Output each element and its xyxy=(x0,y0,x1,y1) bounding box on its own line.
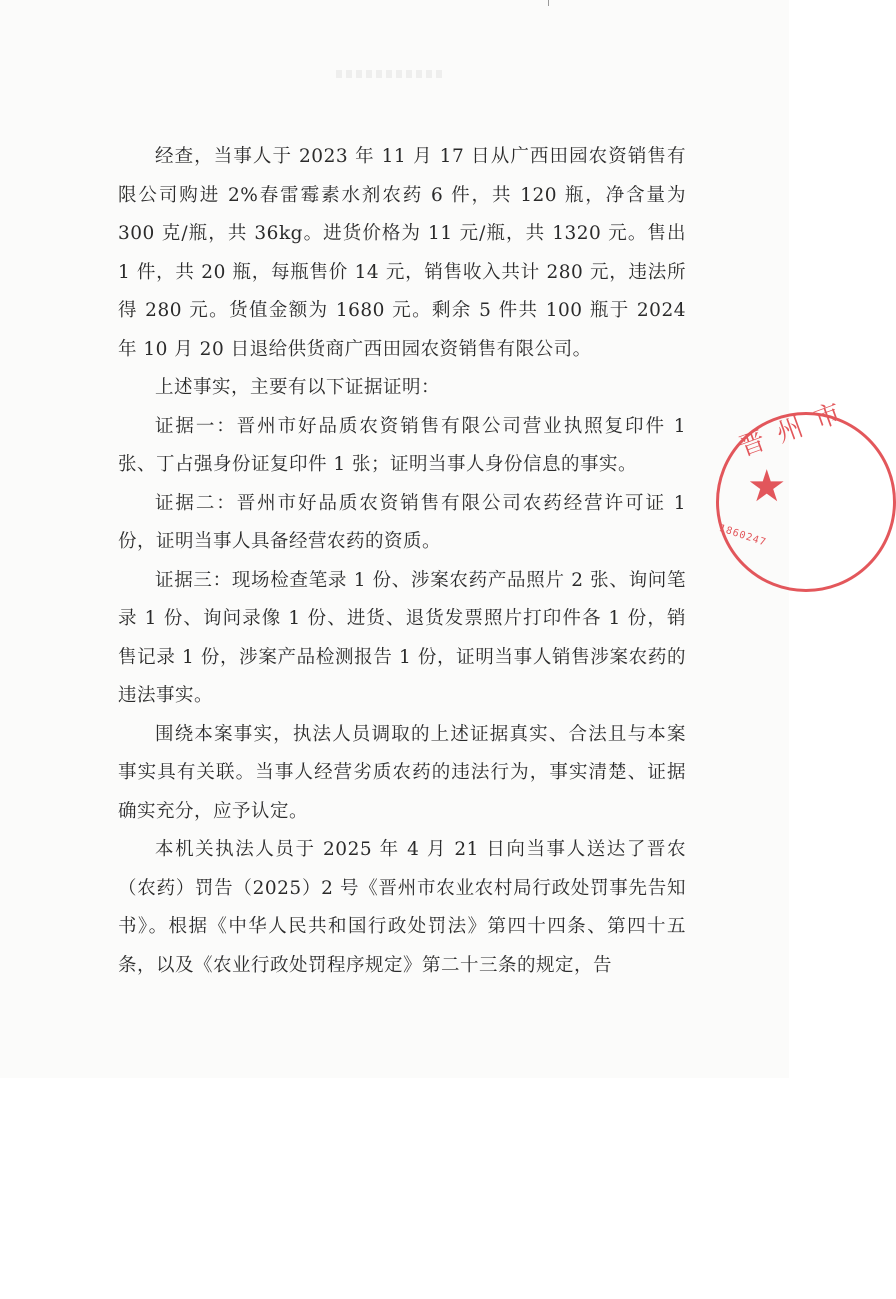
paragraph-case-conclusion: 围绕本案事实，执法人员调取的上述证据真实、合法且与本案事实具有关联。当事人经营劣质农药的违法行为，事实清楚、证据确实充分，应予认定。 xyxy=(118,723,686,822)
paragraph-evidence-three: 证据三：现场检查笔录 1 份、涉案农药产品照片 2 张、询问笔录 1 份、询问录像 1 份、进货、退货发票照片打印件各 1 份，销售记录 1 份，涉案产品检测报告 1 份，证明当事人销售涉案农药的违法事实。 xyxy=(118,569,686,706)
star-icon: ★ xyxy=(747,461,787,512)
seal-text: 晋州市 xyxy=(735,393,859,463)
paragraph-evidence-intro: 上述事实，主要有以下证据证明： xyxy=(155,377,441,398)
paragraph-investigation-facts: 经查，当事人于 2023 年 11 月 17 日从广西田园农资销售有限公司购进 2%春雷霉素水剂农药 6 件，共 120 瓶，净含量为 300 克/瓶，共 36kg。进货价格为 11 元/瓶，共 1320 元。售出 1 件，共 20 瓶，每瓶售价 14 元，销售收入共计 280 元，违法所得 280 元。货值金额为 1680 元。剩余 5 件共 100 瓶于 2024 年 10 月 20 日退给供货商广西田园农资销售有限公司。 xyxy=(118,146,686,360)
paragraph-notification: 本机关执法人员于 2025 年 4 月 21 日向当事人送达了晋农（农药）罚告（2025）2 号《晋州市农业农村局行政处罚事先告知书》。根据《中华人民共和国行政处罚法》第四十四条、第四十五条，以及《农业行政处罚程序规定》第二十三条的规定，告 xyxy=(118,839,686,976)
official-seal xyxy=(716,393,896,592)
document-body xyxy=(118,138,686,985)
faint-header-bleed xyxy=(336,70,446,78)
scan-edge-mark xyxy=(548,0,549,6)
paragraph-evidence-one: 证据一：晋州市好品质农资销售有限公司营业执照复印件 1 张、丁占强身份证复印件 1 张；证明当事人身份信息的事实。 xyxy=(118,415,686,475)
paragraph-evidence-two: 证据二：晋州市好品质农资销售有限公司农药经营许可证 1 份，证明当事人具备经营农药的资质。 xyxy=(118,492,686,552)
seal-code: 1860247 xyxy=(717,523,768,549)
